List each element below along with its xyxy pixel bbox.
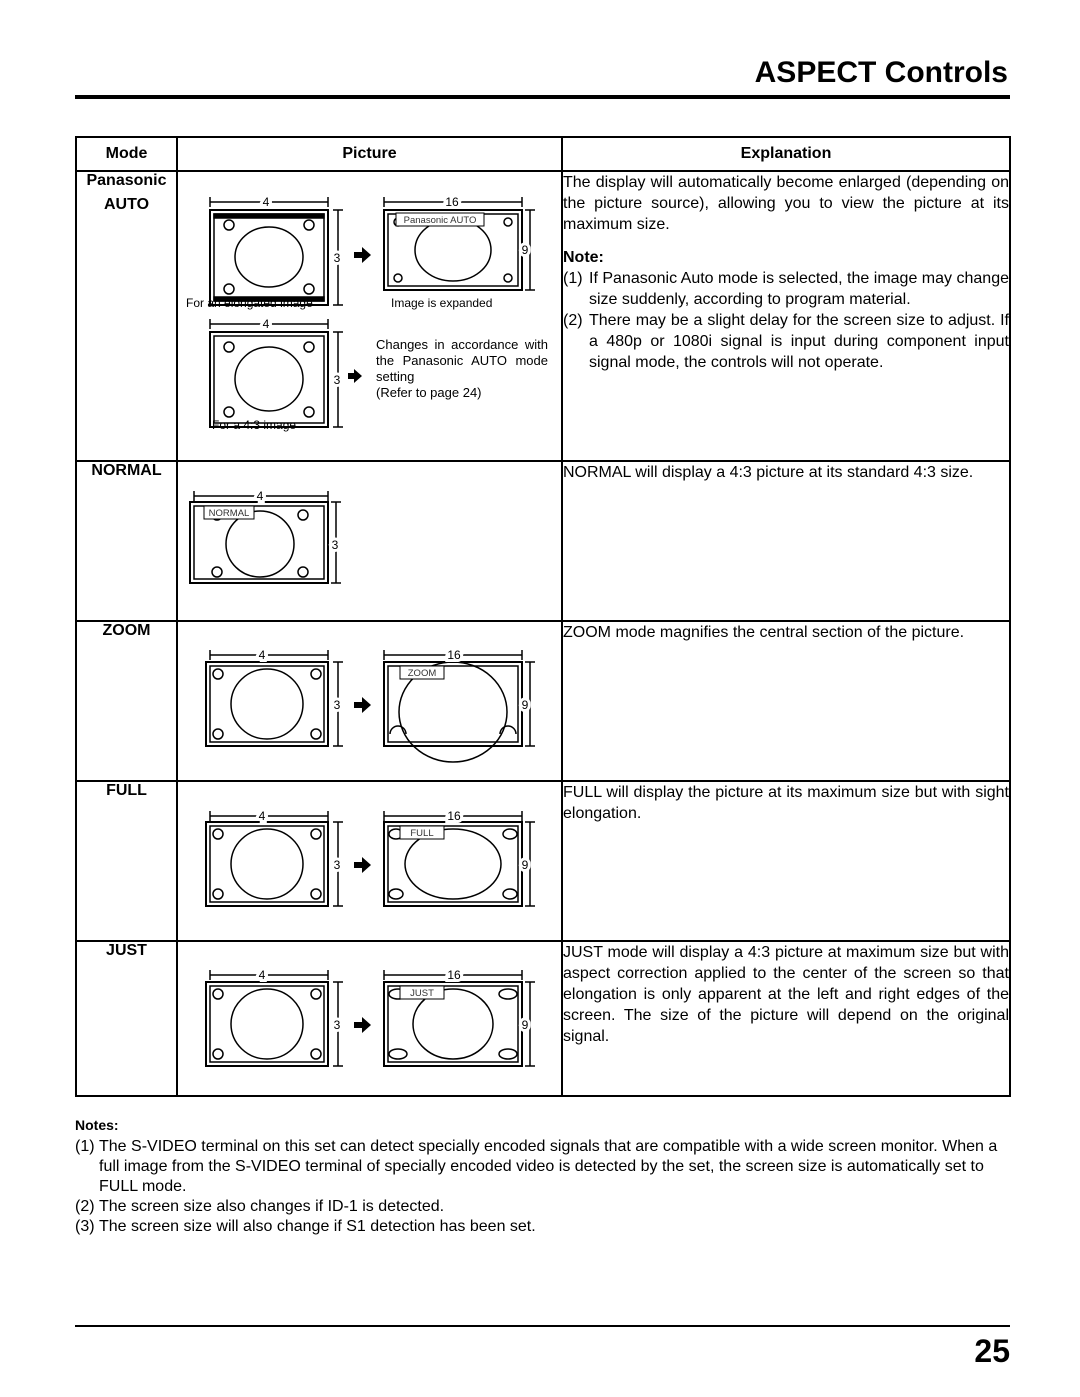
table-header-row (76, 137, 1010, 171)
notes-text: The screen size will also change if S1 detection has been set. (99, 1218, 536, 1235)
explanation-just (562, 941, 1010, 1096)
svg-text:16: 16 (445, 195, 459, 209)
arrow-right-icon (354, 247, 371, 263)
svg-text:3: 3 (333, 698, 341, 712)
refer-note: (Refer to page 24) (376, 385, 482, 400)
notes-number: (3) (75, 1218, 95, 1235)
just-diagram (178, 942, 561, 1095)
caption-4-3: For a 4:3 image (212, 418, 297, 432)
svg-text:9: 9 (521, 1018, 529, 1032)
svg-text:3: 3 (333, 858, 341, 872)
arrow-right-icon (348, 369, 362, 383)
notes-number: (2) (75, 1198, 95, 1215)
mode-full: FULL (76, 781, 177, 941)
notes-number: (1) (75, 1138, 95, 1155)
picture-just (177, 941, 562, 1096)
picture-auto (177, 171, 562, 461)
mode-normal: NORMAL (76, 461, 177, 621)
explanation-normal-text: NORMAL will display a 4:3 picture at its standard 4:3 size. (563, 464, 974, 481)
svg-text:9: 9 (521, 858, 529, 872)
svg-text:4: 4 (262, 195, 270, 209)
svg-text:16: 16 (447, 968, 461, 982)
arrow-right-icon (354, 1017, 371, 1033)
explanation-just-text: JUST mode will display a 4:3 picture at maximum size but with aspect correction applied to the center of the screen so that elongation is only apparent at the left and right edges of the screen. The size of the picture will depend on the original signal. (563, 944, 1009, 1045)
normal-diagram (178, 462, 561, 620)
page-number: 25 (974, 1333, 1010, 1369)
note-number: (1) (563, 270, 583, 287)
note-number: (2) (563, 312, 583, 329)
auto-diagram (178, 172, 561, 460)
svg-text:9: 9 (521, 698, 529, 712)
notes-item (75, 1217, 1010, 1237)
note-text: There may be a slight delay for the screen size to adjust. If a 480p or 1080i signal is input during component input signal mode, the controls will not operate. (589, 312, 1009, 371)
mode-auto-line2: AUTO (103, 196, 150, 213)
table-row-full (76, 781, 1010, 941)
picture-full (177, 781, 562, 941)
table-row-zoom (76, 621, 1010, 781)
zoom-diagram (178, 622, 561, 780)
note-heading: Note: (563, 249, 604, 266)
note-text: If Panasonic Auto mode is selected, the image may change size suddenly, according to program material. (589, 270, 1009, 308)
svg-text:16: 16 (447, 648, 461, 662)
table-row-normal (76, 461, 1010, 621)
svg-text:4: 4 (256, 489, 264, 503)
notes-text: The S-VIDEO terminal on this set can detect specially encoded signals that are compatible with a wide screen monitor. When a full image from the S-VIDEO terminal of specially encoded video is detected by the set, the screen size is automatically set to FULL mode. (99, 1138, 998, 1195)
caption-expanded: Image is expanded (391, 296, 493, 310)
explanation-normal (562, 461, 1010, 621)
screen-label-just: JUST (410, 988, 434, 999)
svg-text:16: 16 (447, 809, 461, 823)
caption-elongated: For an elongated image (186, 296, 313, 310)
note-item (563, 310, 1009, 373)
full-diagram (178, 782, 561, 940)
notes-section (75, 1115, 1010, 1237)
bottom-rule (75, 1325, 1010, 1327)
svg-text:3: 3 (333, 373, 341, 387)
aspect-table (75, 136, 1011, 1097)
notes-item (75, 1197, 1010, 1217)
title-rule (75, 95, 1010, 99)
svg-text:3: 3 (331, 538, 339, 552)
explanation-auto-text: The display will automatically become enlarged (depending on the picture source), allowing you to view the picture at its maximum size. (563, 174, 1009, 233)
screen-label-normal: NORMAL (208, 508, 250, 519)
table-row-auto (76, 171, 1010, 461)
svg-text:3: 3 (333, 1018, 341, 1032)
changes-note: Changes in accordance with the Panasonic AUTO mode setting (376, 337, 548, 384)
explanation-auto (562, 171, 1010, 461)
mode-zoom: ZOOM (76, 621, 177, 781)
screen-label-auto: Panasonic AUTO (403, 215, 477, 226)
explanation-zoom (562, 621, 1010, 781)
notes-text: The screen size also changes if ID-1 is detected. (99, 1198, 445, 1215)
explanation-zoom-text: ZOOM mode magnifies the central section of the picture. (563, 624, 965, 641)
screen-label-full: FULL (410, 828, 434, 839)
svg-text:3: 3 (333, 251, 341, 265)
explanation-full-text: FULL will display the picture at its maximum size but with sight elongation. (563, 784, 1009, 822)
header-mode: Mode (76, 137, 177, 171)
svg-text:4: 4 (258, 809, 266, 823)
svg-text:4: 4 (262, 317, 270, 331)
picture-normal (177, 461, 562, 621)
mode-auto (76, 171, 177, 461)
svg-text:4: 4 (258, 968, 266, 982)
header-explanation: Explanation (562, 137, 1010, 171)
header-picture: Picture (177, 137, 562, 171)
arrow-right-icon (354, 857, 371, 873)
mode-auto-line1: Panasonic (86, 172, 167, 189)
table-row-just (76, 941, 1010, 1096)
arrow-right-icon (354, 697, 371, 713)
explanation-full (562, 781, 1010, 941)
notes-heading: Notes: (75, 1117, 119, 1133)
notes-item (75, 1137, 1010, 1197)
svg-text:4: 4 (258, 648, 266, 662)
page-title: ASPECT Controls (754, 56, 1008, 89)
mode-just: JUST (76, 941, 177, 1096)
svg-text:9: 9 (521, 243, 529, 257)
screen-label-zoom: ZOOM (407, 668, 437, 679)
note-item (563, 268, 1009, 310)
picture-zoom (177, 621, 562, 781)
